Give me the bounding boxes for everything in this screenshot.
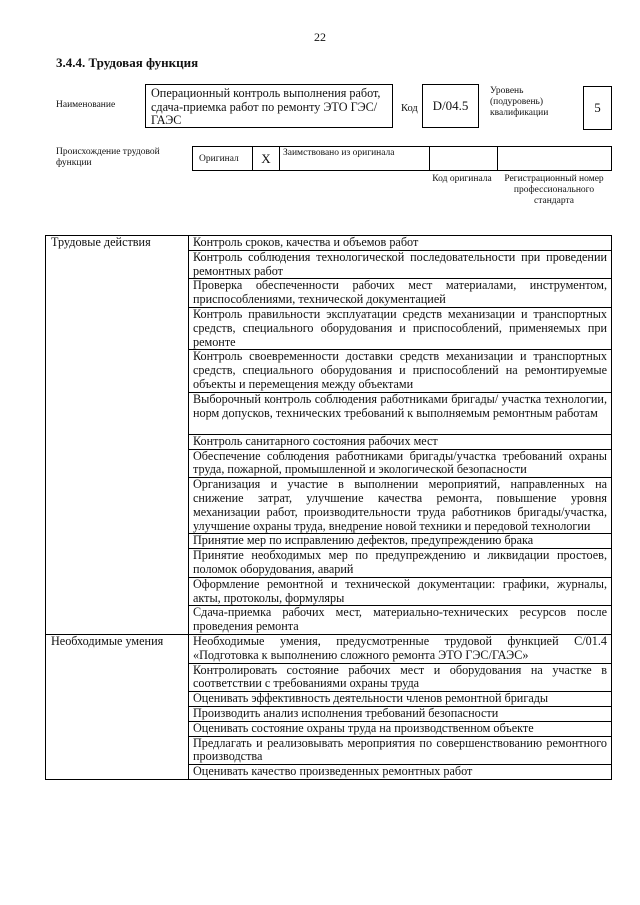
labor-action-item: Контроль соблюдения технологической последовательности при проведении ремонтных работ <box>189 250 612 279</box>
function-name-box: Операционный контроль выполнения работ, сдача-приемка работ по ремонту ЭТО ГЭС/ГАЭС <box>145 84 393 128</box>
labor-action-item: Оформление ремонтной и технической документации: графики, журналы, акты, протоколы, формуляры <box>189 577 612 606</box>
original-label: Оригинал <box>193 147 253 170</box>
code-label: Код <box>401 103 418 114</box>
qualification-level-label: Уровень (подуровень) квалификации <box>490 86 549 118</box>
original-mark: X <box>253 147 280 170</box>
page-number: 22 <box>314 30 326 44</box>
required-skills-label: Необходимые умения <box>46 634 189 779</box>
labor-action-item: Контроль санитарного состояния рабочих мест <box>189 434 612 449</box>
labor-actions-label: Трудовые действия <box>46 236 189 635</box>
skill-item: Контролировать состояние рабочих мест и оборудования на участке в соответствии с требованиями охраны труда <box>189 663 612 692</box>
function-details-table <box>45 235 612 780</box>
labor-action-item: Проверка обеспеченности рабочих мест материалами, инструментом, приспособлениями, технической документацией <box>189 279 612 308</box>
origin-label: Происхождение трудовой функции <box>56 147 160 168</box>
skill-item: Необходимые умения, предусмотренные трудовой функцией С/01.4 «Подготовка к выполнению сложного ремонта ЭТО ГЭС/ГАЭС» <box>189 634 612 663</box>
labor-action-item: Контроль своевременности доставки средств механизации и транспортных средств, специального оборудования и приспособлений на ремонтируемые объекты и перемещения между объектами <box>189 350 612 392</box>
section-title: 3.4.4. Трудовая функция <box>56 55 199 70</box>
table-row <box>46 236 612 251</box>
registration-number-label: Регистрационный номер профессионального стандарта <box>504 174 604 206</box>
original-code-cell <box>430 147 498 170</box>
labor-action-item: Принятие необходимых мер по предупреждению и ликвидации простоев, поломок оборудования, аварий <box>189 549 612 578</box>
labor-action-item: Организация и участие в выполнении мероприятий, направленных на снижение затрат, улучшение качества ремонта, повышение уровня механизации работ, производительности труда работников бригады/участка, улучшение охраны труда, внедрение новой техники и передовой технологии <box>189 478 612 534</box>
labor-action-item: Обеспечение соблюдения работниками бригады/участка требований охраны труда, пожарной, промышленной и экологической безопасности <box>189 449 612 478</box>
name-label: Наименование <box>56 100 116 110</box>
skill-item: Оценивать качество произведенных ремонтных работ <box>189 765 612 780</box>
labor-action-item: Контроль сроков, качества и объемов работ <box>189 236 612 251</box>
origin-row <box>192 146 612 171</box>
table-row <box>46 634 612 663</box>
labor-action-item: Контроль правильности эксплуатации средств механизации и транспортных средств, специального оборудования и приспособлений, применяемых при ремонте <box>189 307 612 349</box>
skill-item: Оценивать эффективность деятельности членов ремонтной бригады <box>189 692 612 707</box>
function-code-box: D/04.5 <box>422 84 479 128</box>
borrowed-label: Заимствовано из оригинала <box>280 147 430 170</box>
skill-item: Производить анализ исполнения требований безопасности <box>189 706 612 721</box>
registration-number-cell <box>498 147 611 170</box>
qualification-level-box: 5 <box>583 86 612 130</box>
original-code-label: Код оригинала <box>432 174 492 184</box>
skill-item: Предлагать и реализовывать мероприятия по совершенствованию ремонтного производства <box>189 736 612 765</box>
labor-action-item: Сдача-приемка рабочих мест, материально-технических ресурсов после проведения ремонта <box>189 606 612 635</box>
skill-item: Оценивать состояние охраны труда на производственном объекте <box>189 721 612 736</box>
labor-action-item: Выборочный контроль соблюдения работниками бригады/ участка технологии, норм допусков, технических требований к выполняемым ремонтным работам <box>189 392 612 434</box>
labor-action-item: Принятие мер по исправлению дефектов, предупреждению брака <box>189 534 612 549</box>
